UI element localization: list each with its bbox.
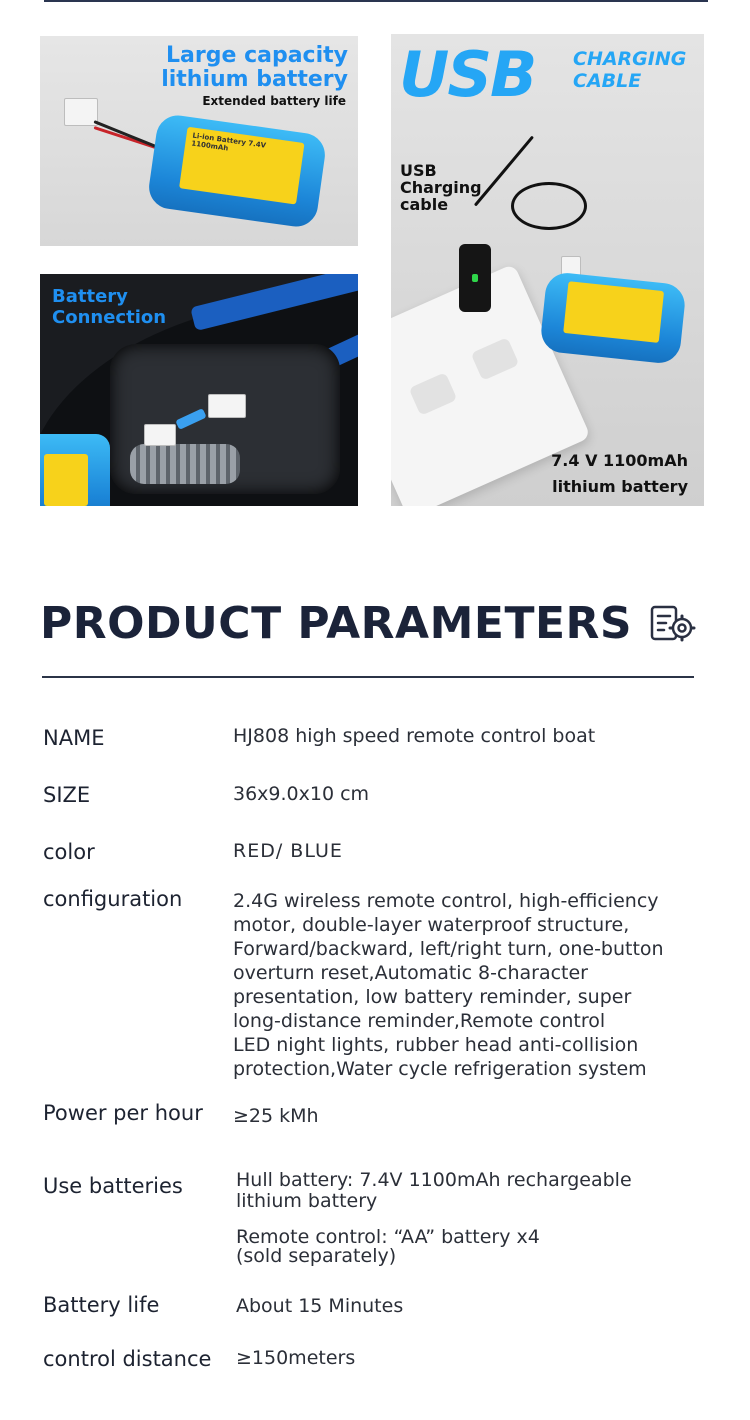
label-line-1: USB (400, 161, 437, 180)
motor-shape (130, 444, 240, 484)
connector-left (144, 424, 176, 446)
settings-document-icon (648, 601, 696, 649)
param-value-configuration (233, 889, 703, 1081)
remote-battery-line-1: Remote control: “AA” battery x4 (236, 1226, 540, 1248)
label-line-2: Charging (400, 178, 482, 197)
section-title: PRODUCT PARAMETERS (40, 598, 633, 649)
battery-label (179, 127, 304, 205)
param-value-remote-battery (236, 1228, 540, 1266)
battery-pack-image (539, 271, 687, 365)
title-line-2: lithium battery (161, 67, 348, 92)
battery-capacity-panel (40, 36, 358, 246)
section-divider (42, 676, 694, 678)
spec-line-1: 7.4 V 1100mAh (551, 451, 688, 470)
label-line-3: cable (400, 195, 449, 214)
battery-label (44, 454, 88, 506)
param-value-color: RED/ BLUE (233, 840, 343, 862)
param-label-control-distance: control distance (43, 1347, 212, 1371)
red-wire (94, 126, 162, 150)
charging-cable-heading (573, 48, 686, 92)
param-label-batteries: Use batteries (43, 1174, 183, 1198)
config-line: Forward/backward, left/right turn, one-button (233, 938, 664, 960)
spec-line-2: lithium battery (552, 477, 688, 496)
param-value-power: ≥25 kMh (233, 1105, 319, 1127)
battery-connection-panel (40, 274, 358, 506)
config-line: long-distance reminder,Remote control (233, 1010, 606, 1032)
black-wire (93, 120, 161, 150)
connector-right (208, 394, 246, 418)
hull-battery-line-2: lithium battery (236, 1190, 378, 1212)
param-label-power: Power per hour (43, 1101, 203, 1125)
heading-line-2: CABLE (573, 70, 642, 92)
usb-cable-label (400, 162, 482, 213)
hull-battery-line-1: Hull battery: 7.4V 1100mAh rechargeable (236, 1169, 632, 1191)
battery-capacity-subtitle: Extended battery life (202, 94, 346, 108)
param-value-control-distance: ≥150meters (236, 1347, 356, 1369)
config-line: motor, double-layer waterproof structure, (233, 914, 630, 936)
battery-connection-title (52, 286, 166, 328)
config-line: presentation, low battery reminder, super (233, 986, 632, 1008)
param-value-name: HJ808 high speed remote control boat (233, 725, 596, 747)
config-line: 2.4G wireless remote control, high-efficiency (233, 890, 659, 912)
usb-charger-image (459, 244, 491, 312)
param-value-battery-life: About 15 Minutes (236, 1295, 404, 1317)
battery-label (563, 281, 664, 343)
top-divider (44, 0, 708, 2)
param-label-battery-life: Battery life (43, 1293, 160, 1317)
led-indicator (472, 274, 478, 282)
param-value-hull-battery (236, 1170, 632, 1212)
title-line-2: Connection (52, 307, 167, 328)
usb-heading: USB (399, 38, 536, 111)
param-label-name: NAME (43, 726, 105, 750)
param-label-color: color (43, 840, 95, 864)
config-line: protection,Water cycle refrigeration system (233, 1058, 647, 1080)
param-label-configuration: configuration (43, 887, 183, 911)
battery-pack-image (146, 113, 327, 230)
battery-capacity-title (161, 44, 348, 92)
heading-line-1: CHARGING (573, 48, 687, 70)
battery-label-text: Li-ion Battery 7.4V 1100mAh (190, 131, 267, 153)
param-label-size: SIZE (43, 783, 91, 807)
config-line: overturn reset,Automatic 8-character (233, 962, 588, 984)
cable-coil (511, 182, 587, 230)
usb-cable-panel (391, 34, 704, 506)
battery-pack-image (40, 434, 110, 506)
title-line-1: Battery (52, 286, 128, 307)
config-line: LED night lights, rubber head anti-collision (233, 1034, 639, 1056)
remote-battery-line-2: (sold separately) (236, 1245, 397, 1267)
param-value-size: 36x9.0x10 cm (233, 783, 370, 805)
title-line-1: Large capacity (166, 43, 348, 68)
battery-spec-caption (551, 448, 688, 500)
